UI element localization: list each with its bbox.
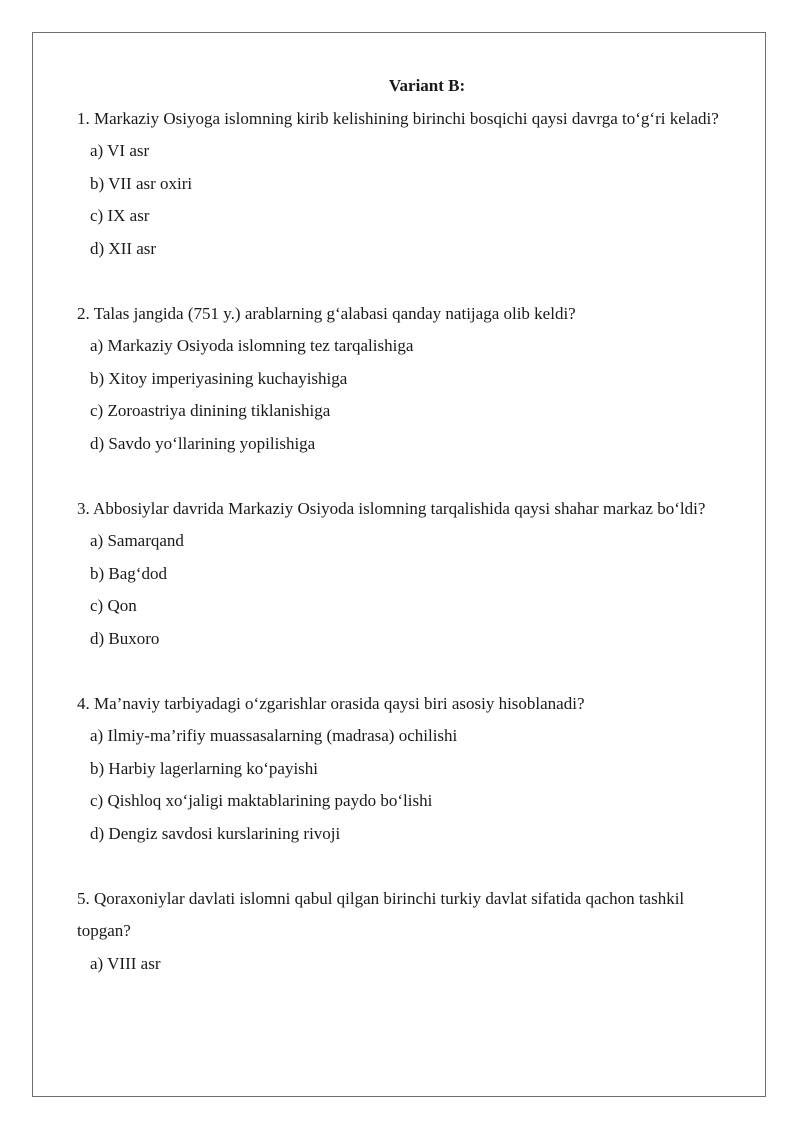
answer-option: b) Xitoy imperiyasining kuchayishiga [90,368,348,388]
answer-option: d) Buxoro [90,628,160,648]
answer-options [77,525,737,655]
question-2 [77,298,737,461]
answer-option: a) VI asr [90,141,150,160]
answer-option: c) Qon [90,596,137,615]
document-content [77,70,737,980]
answer-option: a) VIII asr [90,953,161,973]
question-text: 3. Abbosiylar davrida Markaziy Osiyoda islomning tarqalishida qaysi shahar markaz bo‘ldi? [77,498,706,518]
answer-option: a) Ilmiy-ma’rifiy muassasalarning (madrasa) ochilishi [90,726,458,745]
question-5 [77,883,737,981]
question-1 [77,103,737,266]
answer-options [77,948,737,981]
answer-option: d) Dengiz savdosi kurslarining rivoji [90,823,341,843]
question-text: 5. Qoraxoniylar davlati islomni qabul qilgan birinchi turkiy davlat sifatida qachon tashkil topgan? [77,888,685,940]
question-4 [77,688,737,851]
answer-option: b) Harbiy lagerlarning ko‘payishi [90,758,319,778]
question-text: 1. Markaziy Osiyoga islomning kirib kelishining birinchi bosqichi qaysi davrga to‘g‘ri keladi? [77,108,719,128]
answer-option: a) Samarqand [90,531,184,550]
answer-option: d) Savdo yo‘llarining yopilishiga [90,433,316,453]
question-3 [77,493,737,656]
answer-options [77,720,737,850]
answer-options [77,135,737,265]
answer-option: c) Qishloq xo‘jaligi maktablarining paydo bo‘lishi [90,791,433,810]
answer-option: b) Bag‘dod [90,563,167,583]
spacer [77,850,737,883]
page-title: Variant B: [388,76,466,95]
answer-options [77,330,737,460]
question-text: 4. Ma’naviy tarbiyadagi o‘zgarishlar orasida qaysi biri asosiy hisoblanadi? [77,693,585,713]
question-text: 2. Talas jangida (751 y.) arablarning g‘alabasi qanday natijaga olib keldi? [77,303,576,323]
answer-option: d) XII asr [90,238,157,258]
spacer [77,460,737,493]
answer-option: c) Zoroastriya dinining tiklanishiga [90,401,331,420]
answer-option: b) VII asr oxiri [90,173,193,193]
answer-option: a) Markaziy Osiyoda islomning tez tarqalishiga [90,336,414,355]
answer-option: c) IX asr [90,206,150,225]
spacer [77,265,737,298]
spacer [77,655,737,688]
